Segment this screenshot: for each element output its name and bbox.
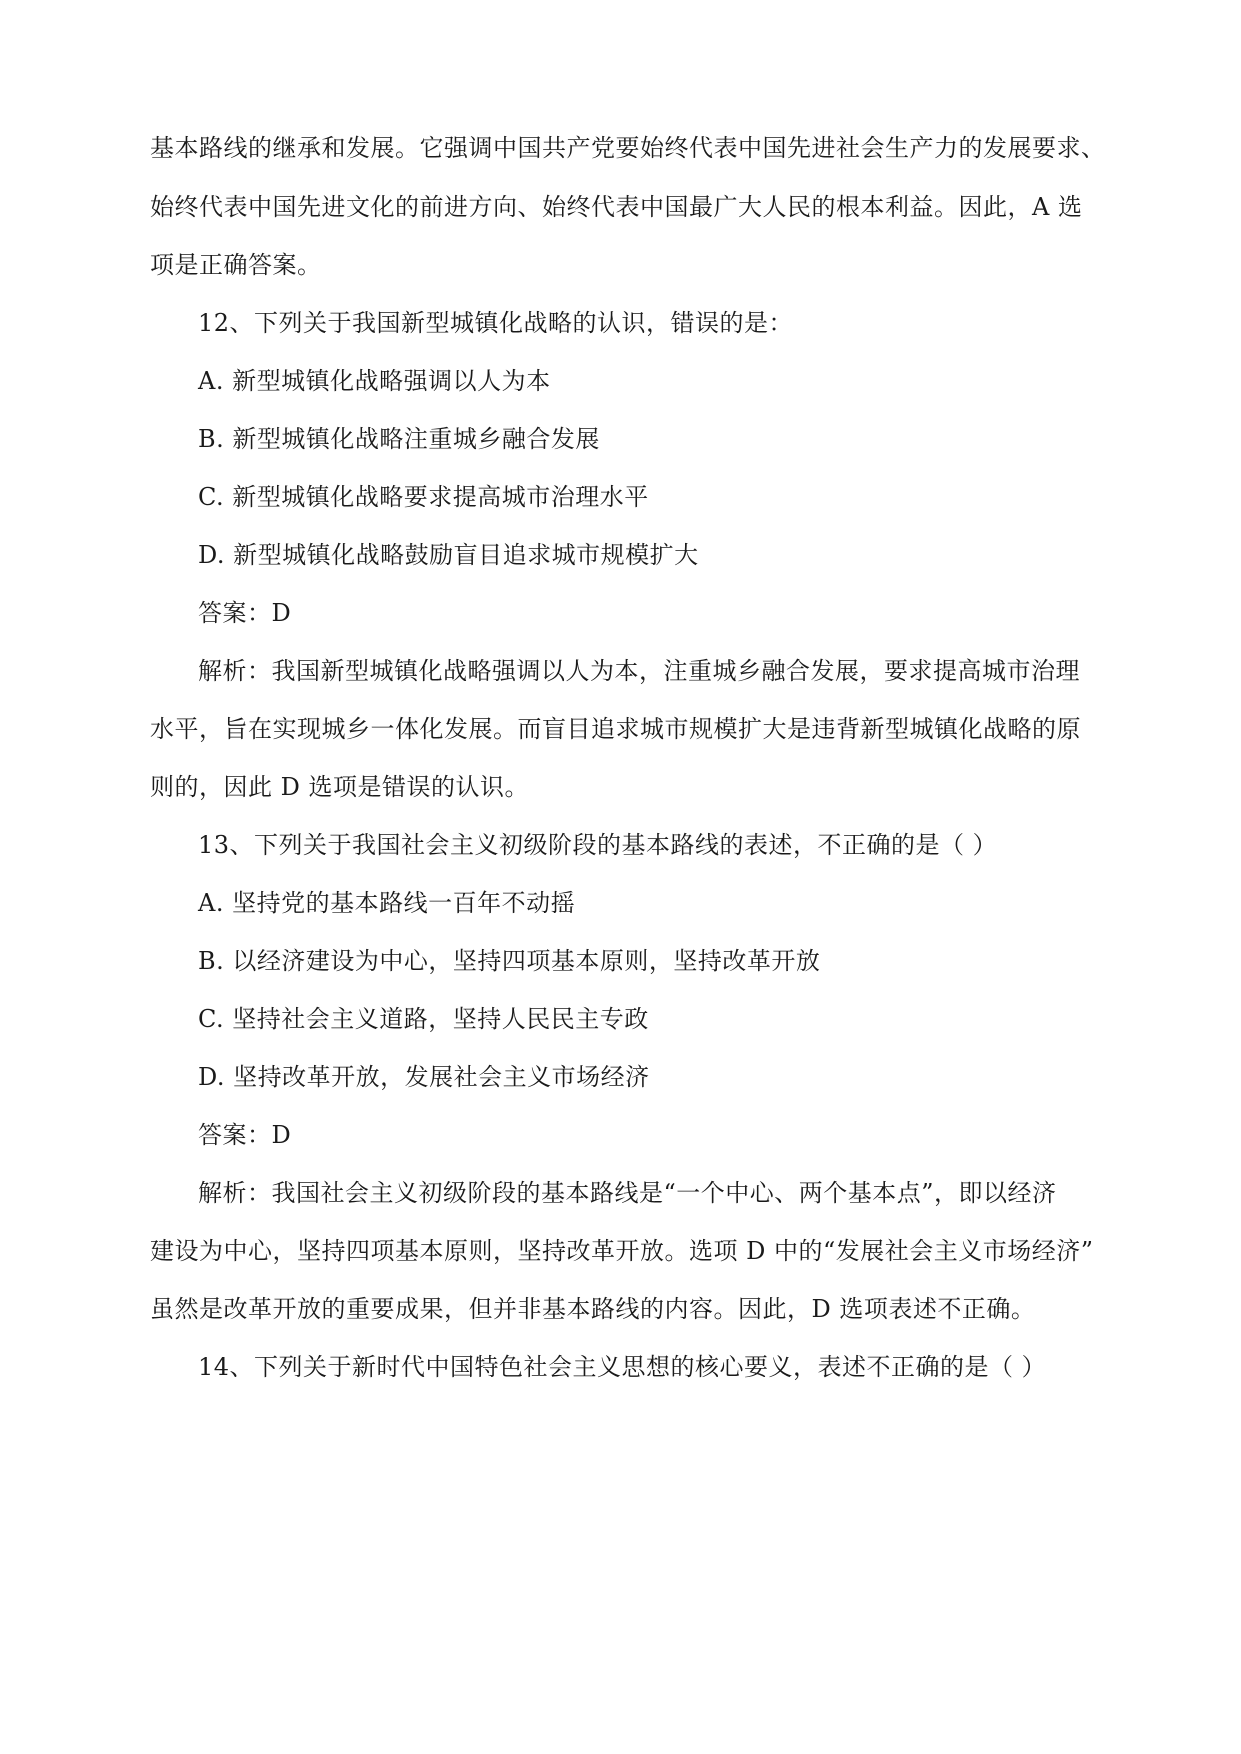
question-13-option-d: D. 坚持改革开放，发展社会主义市场经济 (198, 1063, 650, 1091)
question-12-option-d: D. 新型城镇化战略鼓励盲目追求城市规模扩大 (198, 541, 699, 569)
paragraph-line: 基本路线的继承和发展。它强调中国共产党要始终代表中国先进社会生产力的发展要求、 (150, 134, 1106, 162)
question-12-explanation: 则的，因此 D 选项是错误的认识。 (150, 773, 529, 801)
question-13-answer: 答案：D (198, 1121, 292, 1149)
question-12-option-a: A. 新型城镇化战略强调以人为本 (198, 367, 551, 395)
question-12-stem: 12、下列关于我国新型城镇化战略的认识，错误的是： (198, 309, 794, 337)
question-12-option-b: B. 新型城镇化战略注重城乡融合发展 (198, 425, 600, 453)
question-13-explanation: 解析：我国社会主义初级阶段的基本路线是“一个中心、两个基本点”，即以经济 (198, 1179, 1057, 1207)
question-12-option-c: C. 新型城镇化战略要求提高城市治理水平 (198, 483, 649, 511)
paragraph-line: 项是正确答案。 (150, 251, 322, 279)
question-12-explanation: 解析：我国新型城镇化战略强调以人为本，注重城乡融合发展，要求提高城市治理 (198, 657, 1080, 685)
question-13-stem: 13、下列关于我国社会主义初级阶段的基本路线的表述，不正确的是（ ） (198, 831, 998, 859)
question-13-option-c: C. 坚持社会主义道路，坚持人民民主专政 (198, 1005, 649, 1033)
question-13-option-b: B. 以经济建设为中心，坚持四项基本原则，坚持改革开放 (198, 947, 821, 975)
question-12-answer: 答案：D (198, 599, 292, 627)
question-14-stem: 14、下列关于新时代中国特色社会主义思想的核心要义，表述不正确的是（ ） (198, 1353, 1047, 1381)
paragraph-line: 始终代表中国先进文化的前进方向、始终代表中国最广大人民的根本利益。因此，A 选 (150, 193, 1083, 221)
question-12-explanation: 水平，旨在实现城乡一体化发展。而盲目追求城市规模扩大是违背新型城镇化战略的原 (150, 715, 1081, 743)
question-13-explanation: 虽然是改革开放的重要成果，但并非基本路线的内容。因此，D 选项表述不正确。 (150, 1295, 1036, 1323)
question-13-explanation: 建设为中心，坚持四项基本原则，坚持改革开放。选项 D 中的“发展社会主义市场经济” (150, 1237, 1094, 1265)
question-13-option-a: A. 坚持党的基本路线一百年不动摇 (198, 889, 576, 917)
